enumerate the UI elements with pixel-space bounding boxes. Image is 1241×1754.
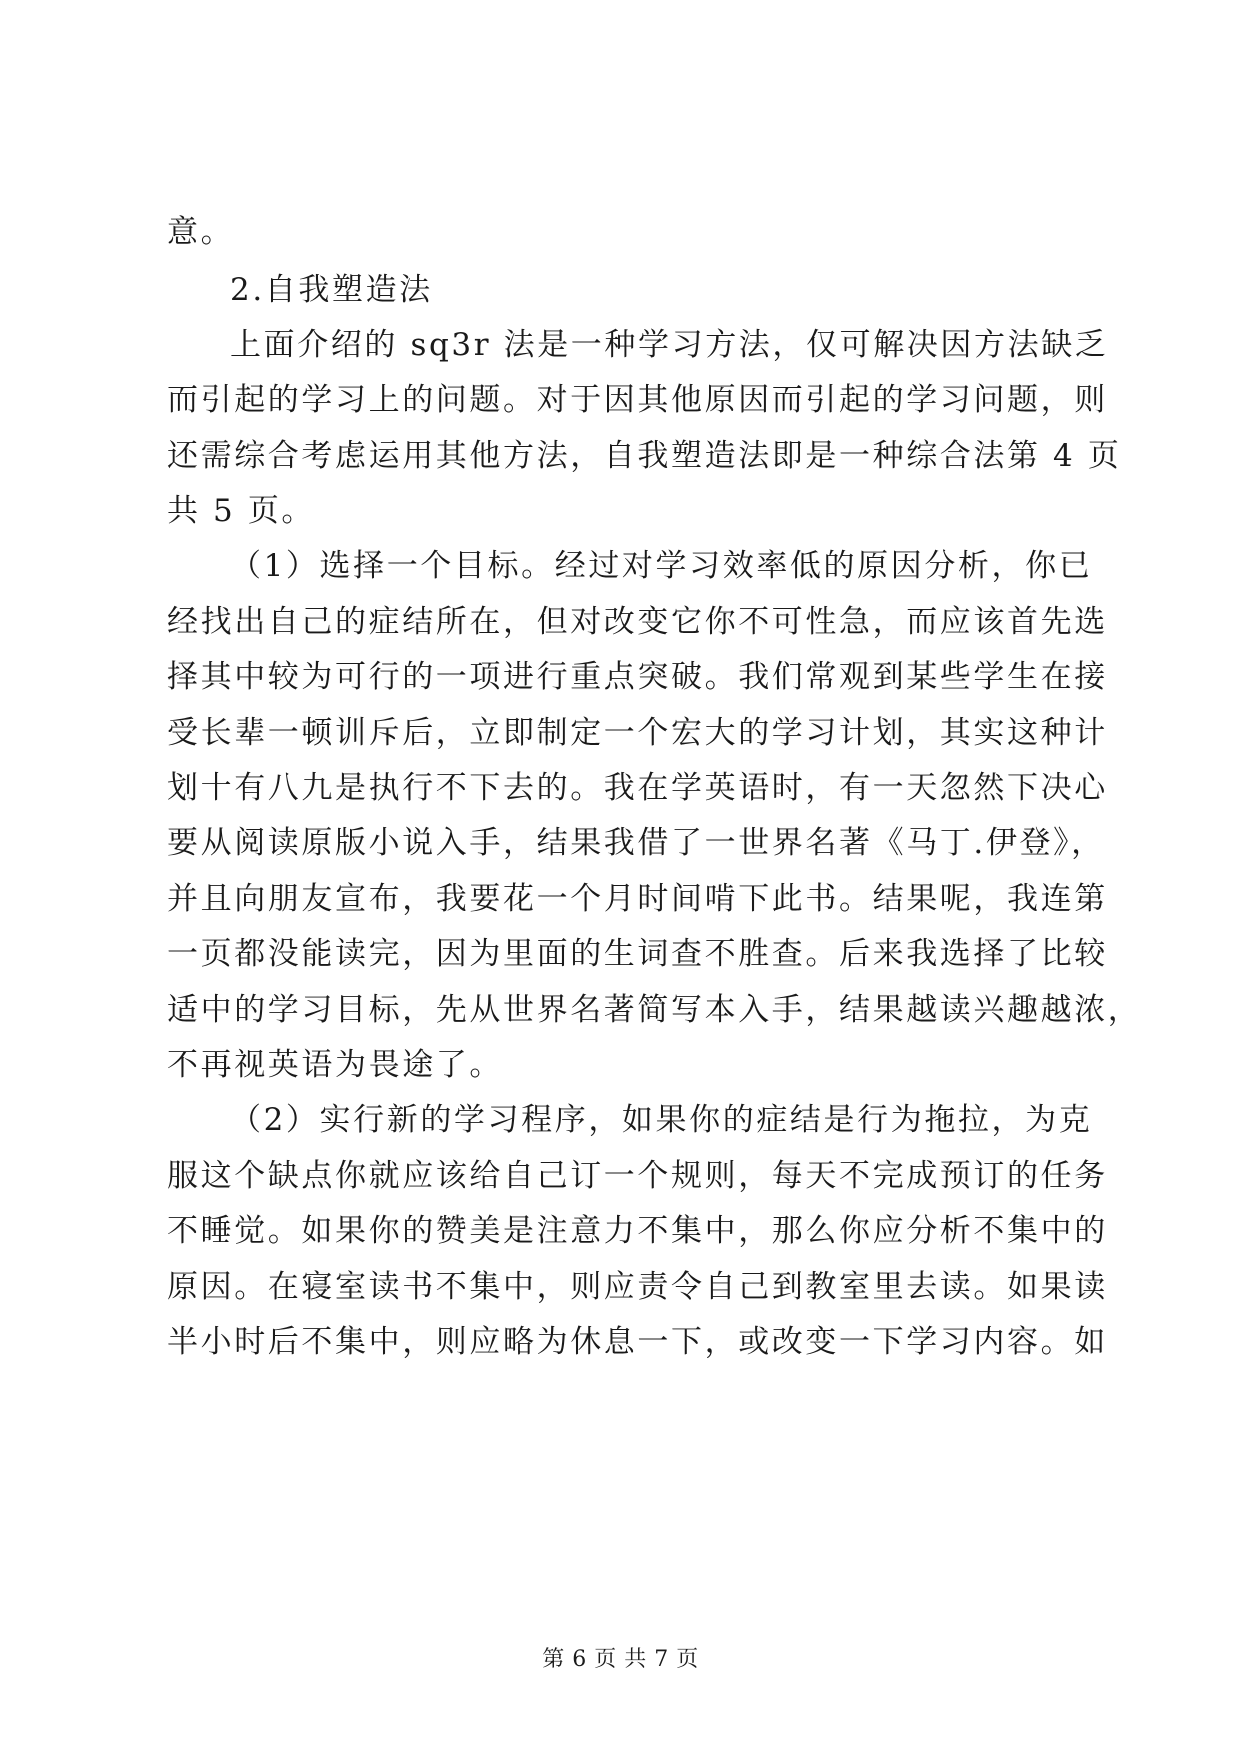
section-heading: 2.自我塑造法 — [230, 272, 433, 308]
text-line: 一页都没能读完，因为里面的生词查不胜查。后来我选择了比较 — [167, 936, 1108, 972]
text-line: （1）选择一个目标。经过对学习效率低的原因分析，你已 — [230, 548, 1093, 584]
text-line: 还需综合考虑运用其他方法，自我塑造法即是一种综合法第 4 页 — [167, 438, 1122, 474]
text-line: 意。 — [167, 214, 235, 250]
text-line: 而引起的学习上的问题。对于因其他原因而引起的学习问题，则 — [167, 382, 1108, 418]
text-line: 择其中较为可行的一项进行重点突破。我们常观到某些学生在接 — [167, 659, 1108, 695]
text-line: 并且向朋友宣布，我要花一个月时间啃下此书。结果呢，我连第 — [167, 881, 1108, 917]
text-line: 适中的学习目标，先从世界名著简写本入手，结果越读兴趣越浓， — [167, 992, 1142, 1028]
text-line: 原因。在寝室读书不集中，则应责令自己到教室里去读。如果读 — [167, 1269, 1108, 1305]
text-line: 上面介绍的 sq3r 法是一种学习方法，仅可解决因方法缺乏 — [230, 327, 1109, 363]
text-line: 要从阅读原版小说入手，结果我借了一世界名著《马丁.伊登》， — [167, 825, 1105, 861]
text-line: 经找出自己的症结所在，但对改变它你不可性急，而应该首先选 — [167, 604, 1108, 640]
text-line: 半小时后不集中，则应略为休息一下，或改变一下学习内容。如 — [167, 1324, 1108, 1360]
text-line: 服这个缺点你就应该给自己订一个规则，每天不完成预订的任务 — [167, 1158, 1108, 1194]
text-line: 划十有八九是执行不下去的。我在学英语时，有一天忽然下决心 — [167, 770, 1108, 806]
text-line: 受长辈一顿训斥后，立即制定一个宏大的学习计划，其实这种计 — [167, 715, 1108, 751]
text-line: 不睡觉。如果你的赞美是注意力不集中，那么你应分析不集中的 — [167, 1213, 1108, 1249]
text-line: 不再视英语为畏途了。 — [167, 1047, 503, 1083]
page-number-footer: 第 6 页 共 7 页 — [542, 1647, 699, 1672]
text-line: （2）实行新的学习程序，如果你的症结是行为拖拉，为克 — [230, 1102, 1093, 1138]
text-line: 共 5 页。 — [167, 493, 316, 529]
